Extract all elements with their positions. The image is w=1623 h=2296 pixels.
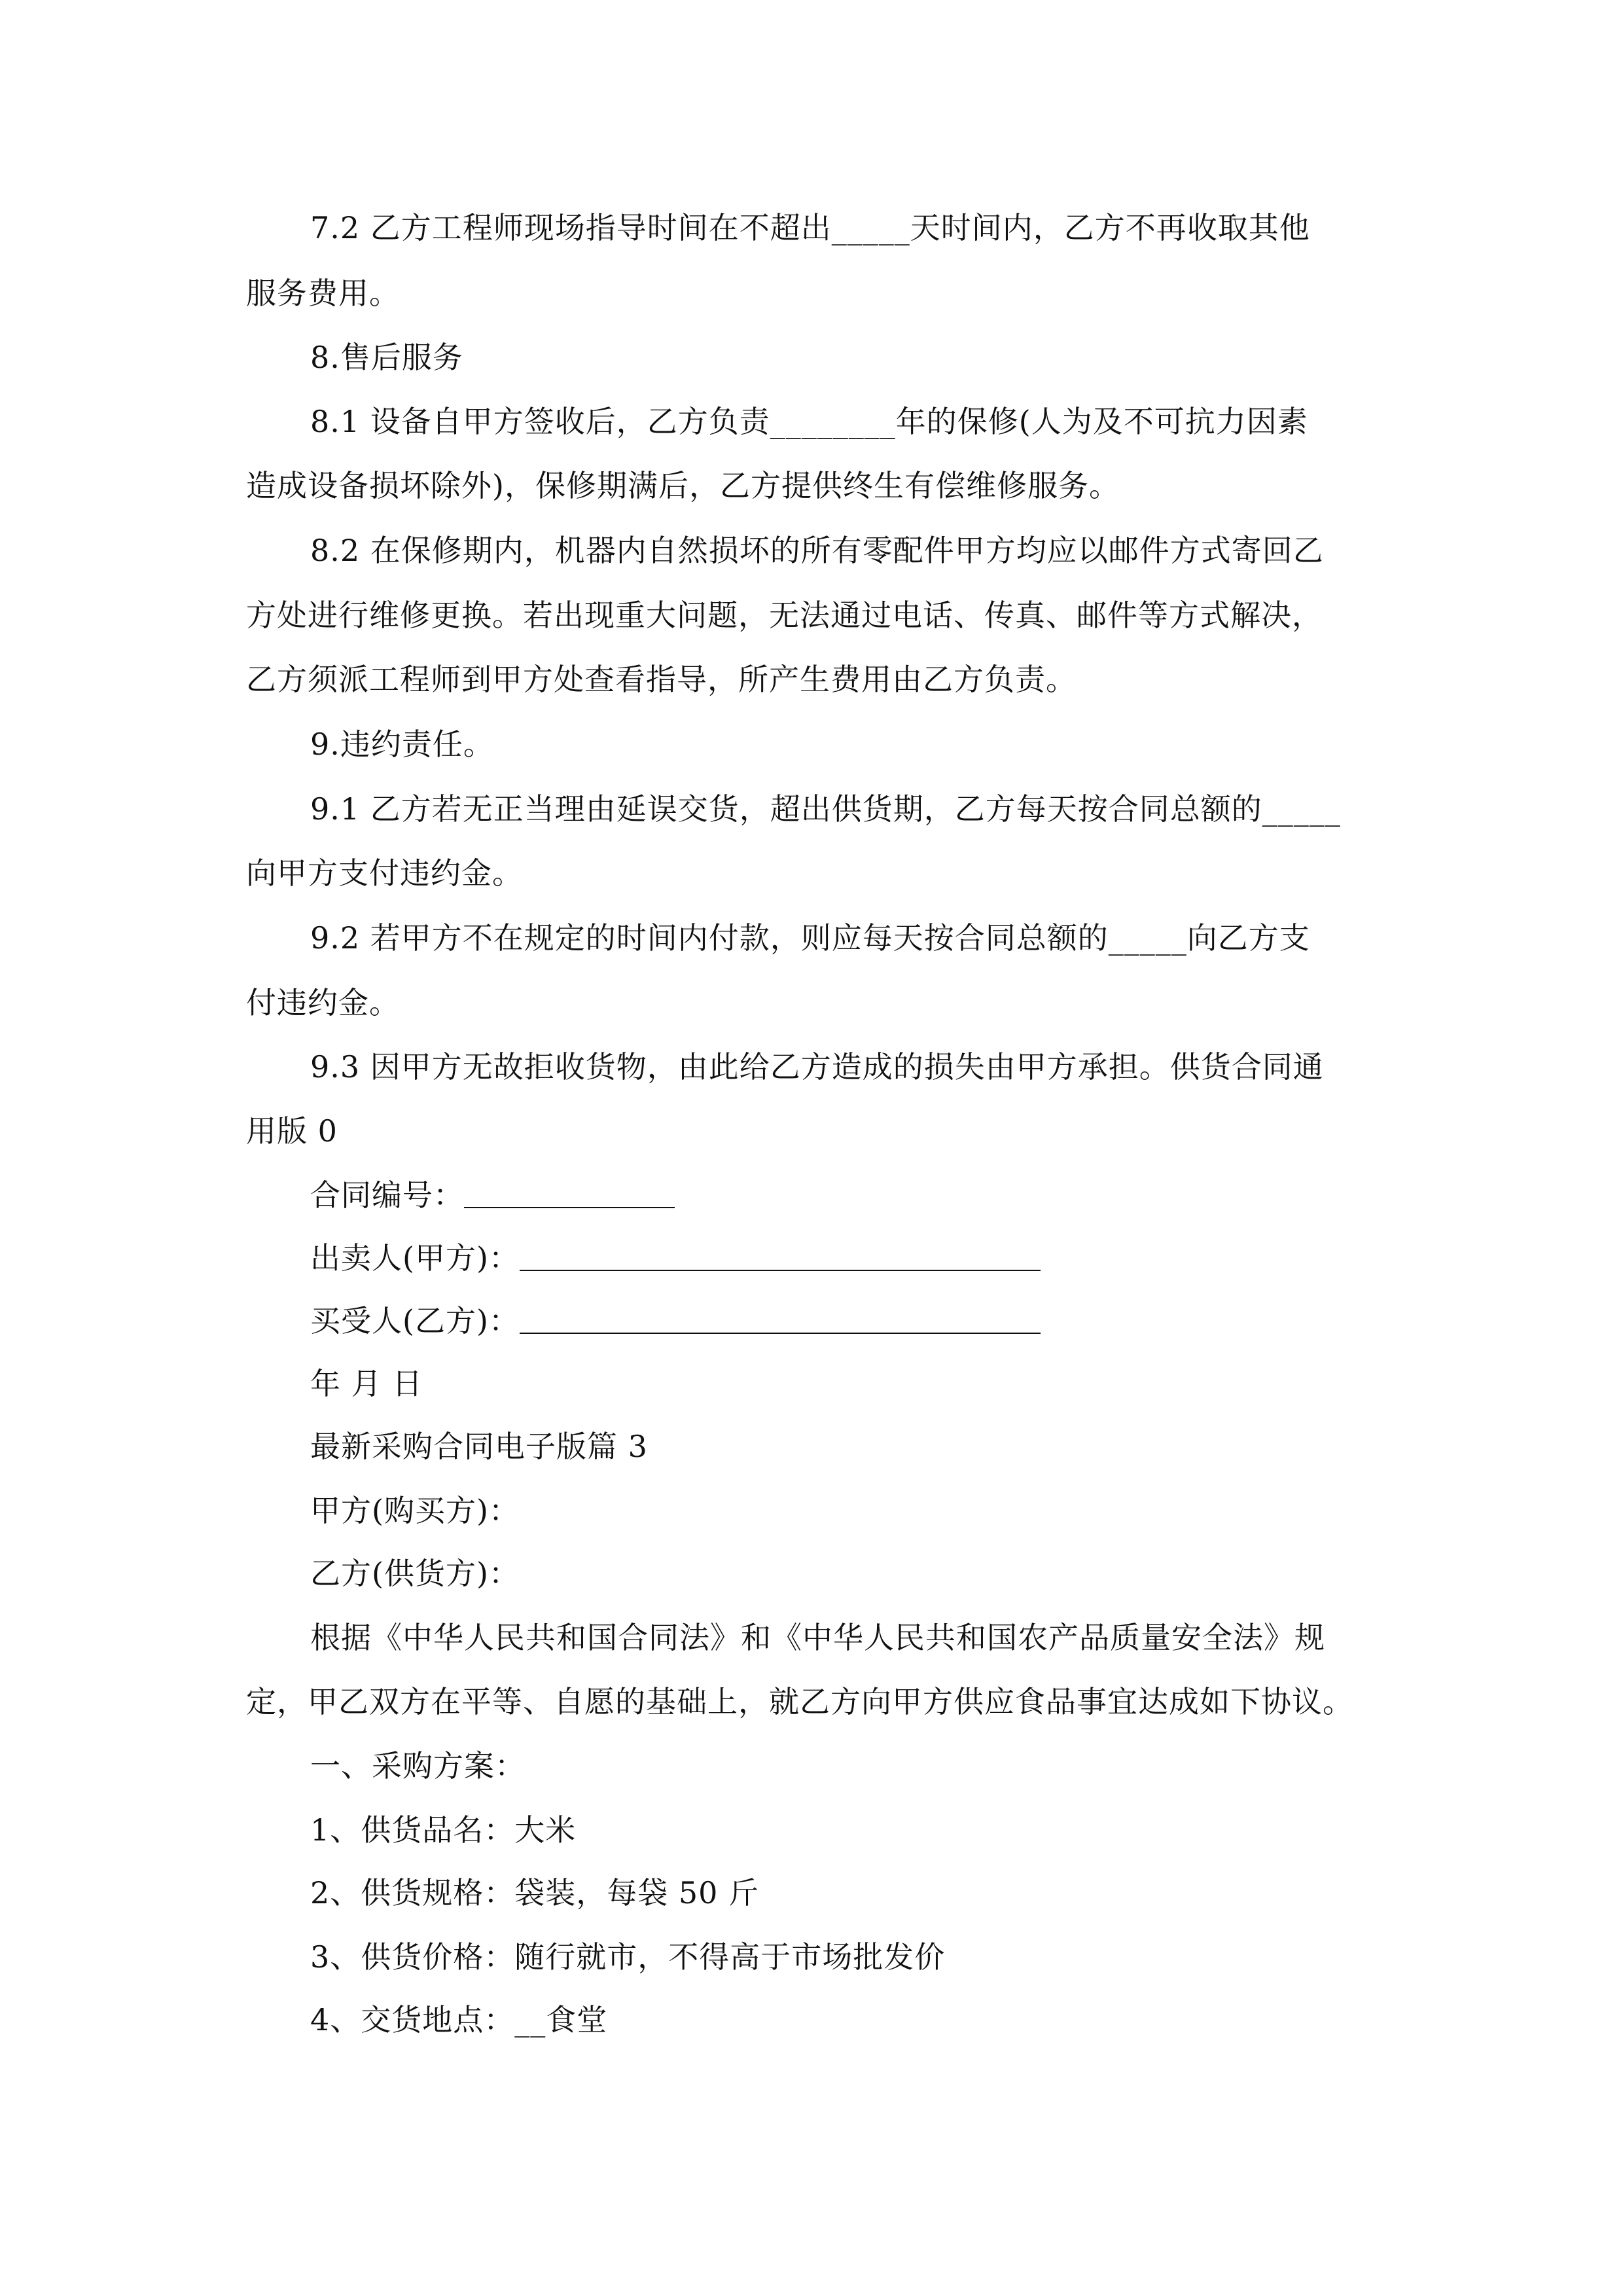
clause-7-2-line-1: 7.2 乙方工程师现场指导时间在不超出_____天时间内，乙方不再收取其他 <box>310 210 1310 245</box>
seller-field[interactable] <box>520 1244 1041 1271</box>
seller-row <box>310 1238 1041 1278</box>
contract-number-label: 合同编号： <box>310 1177 464 1213</box>
clause-8-1-line-2: 造成设备损坏除外)，保修期满后，乙方提供终生有偿维修服务。 <box>246 468 1120 503</box>
contract-number-field[interactable] <box>464 1181 675 1208</box>
section-8-heading: 8.售后服务 <box>310 340 463 375</box>
party-b-line: 乙方(供货方)： <box>310 1556 520 1591</box>
preamble-line-1: 根据《中华人民共和国合同法》和《中华人民共和国农产品质量安全法》规 <box>310 1620 1325 1655</box>
clause-8-2-line-2: 方处进行维修更换。若出现重大问题，无法通过电话、传真、邮件等方式解决， <box>246 598 1323 633</box>
clause-9-3-line-2: 用版 0 <box>246 1113 338 1149</box>
buyer-row <box>310 1301 1041 1340</box>
product-spec-line: 2、供货规格：袋装，每袋 50 斤 <box>310 1875 760 1910</box>
delivery-location-line: 4、交货地点：__食堂 <box>310 2002 608 2037</box>
section-9-heading: 9.违约责任。 <box>310 726 494 762</box>
buyer-label: 买受人(乙方)： <box>310 1303 520 1338</box>
contract-number-row <box>310 1175 675 1215</box>
product-price-line: 3、供货价格：随行就市，不得高于市场批发价 <box>310 1939 946 1975</box>
product-name-line: 1、供货品名：大米 <box>310 1812 577 1848</box>
party-a-line: 甲方(购买方)： <box>310 1493 520 1528</box>
clause-7-2-line-2: 服务费用。 <box>246 276 400 311</box>
clause-8-2-line-1: 8.2 在保修期内，机器内自然损坏的所有零配件甲方均应以邮件方式寄回乙 <box>310 533 1324 568</box>
clause-9-2-line-2: 付违约金。 <box>246 985 400 1020</box>
buyer-field[interactable] <box>520 1306 1041 1334</box>
clause-8-2-line-3: 乙方须派工程师到甲方处查看指导，所产生费用由乙方负责。 <box>246 662 1077 697</box>
date-line: 年 月 日 <box>310 1366 423 1401</box>
clause-8-1-line-1: 8.1 设备自甲方签收后，乙方负责________年的保修(人为及不可抗力因素 <box>310 404 1308 439</box>
preamble-line-2: 定，甲乙双方在平等、自愿的基础上，就乙方向甲方供应食品事宜达成如下协议。 <box>246 1684 1353 1719</box>
clause-9-3-line-1: 9.3 因甲方无故拒收货物，由此给乙方造成的损失由甲方承担。供货合同通 <box>310 1049 1324 1085</box>
clause-9-1-line-2: 向甲方支付违约金。 <box>246 855 523 891</box>
section-title: 最新采购合同电子版篇 3 <box>310 1429 648 1464</box>
seller-label: 出卖人(甲方)： <box>310 1240 520 1276</box>
clause-9-2-line-1: 9.2 若甲方不在规定的时间内付款，则应每天按合同总额的_____向乙方支 <box>310 920 1310 956</box>
purchase-plan-heading: 一、采购方案： <box>310 1748 526 1784</box>
clause-9-1-line-1: 9.1 乙方若无正当理由延误交货，超出供货期，乙方每天按合同总额的_____ <box>310 791 1341 827</box>
